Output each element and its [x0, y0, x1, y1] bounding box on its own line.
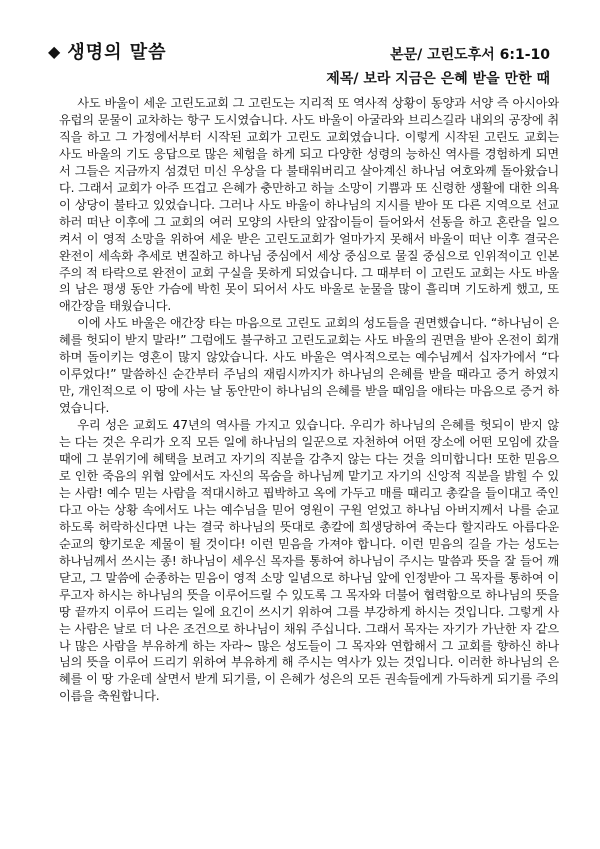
section-title — [48, 38, 167, 64]
section-title-text: 생명의 말씀 — [67, 42, 167, 63]
scripture-reference: 본문/ 고린도후서 6:1-10 — [390, 47, 550, 63]
paragraph: 사도 바울이 세운 고린도교회 그 고린도는 지리적 또 역사적 상황이 동양과 서양 즉 아시아와 유럽의 문물이 교차하는 항구 도시였습니다. 사도 바울이 아굴라와 브리스길라 내외의 공장에 취직을 하고 그 가정에서부터 시작된 교회가 고린도 교회였습니다. 이렇게 시작된 고린도 교회는 사도 바울의 기도 응답으로 많은 체험을 하게 되고 다양한 성령의 능하신 역사를 경험하게 되면서 그들은 지금까지 섬겼던 미신 우상을 다 불태워버리고 살아계신 하나님 여호와께 돌아왔습니다. 그래서 교회가 아주 뜨겁고 은혜가 충만하고 하늘 소망이 기쁨과 또 신령한 생활에 대한 의욕이 상당이 불타고 있었습니다. 그러나 사도 바울이 하나님의 지시를 받아 또 다른 지역으로 선교하러 떠난 이후에 그 교회의 여러 모양의 사탄의 앞잡이들이 들어와서 선동을 하고 혼란을 일으켜서 이 영적 소망을 위하여 세운 받은 고린도교회가 얼마가지 못해서 바울이 떠난 이후 결국은 완전이 세속화 추세로 변질하고 하나님 중심에서 세상 중심으로 물질 중심으로 인위적이고 인본주의 적 타락으로 완전이 교회 구실을 못하게 되었습니다. 그 때부터 이 고린도 교회는 사도 바울의 남은 평생 동안 가슴에 박힌 못이 되어서 사도 바울로 눈물을 많이 흘리며 기도하게 했고, 또 애간장을 태웠습니다. — [59, 96, 559, 314]
diamond-icon: ◆ — [48, 41, 62, 61]
paragraph: 우리 성은 교회도 47년의 역사를 가지고 있습니다. 우리가 하나님의 은혜를 헛되이 받지 않는 다는 것은 우리가 오직 모든 일에 하나님의 일꾼으로 자천하여 어떤 장소에 어떤 모임에 갔을 때에 그 분위기에 혜택을 보려고 자기의 직분을 감추지 않는 다는 것을 의미합니다! 또한 믿음으로 인한 죽음의 위협 앞에서도 자신의 목숨을 하나님께 맡기고 자기의 신앙적 직분을 밝힐 수 있는 사람! 예수 믿는 사람을 적대시하고 핍박하고 옥에 가두고 매를 때리고 총칼을 들이대고 죽인다고 아는 상황 속에서도 나는 예수님을 믿어 영원이 구원 얻었고 하나님 아버지께서 나를 순교하도록 허락하신다면 나는 결국 하나님의 뜻대로 총칼에 희생당하여 죽는다 할지라도 아름다운 순교의 향기로운 제물이 될 것이다! 이런 믿음을 가져야 합니다. 이런 믿음의 길을 가는 성도는 하나님께서 쓰시는 종! 하나님이 세우신 목자를 통하여 하나님이 주시는 말씀과 뜻을 잘 들어 깨닫고, 그 말씀에 순종하는 믿음이 영적 소망 일념으로 하나님 앞에 인정받아 그 목자를 통하여 이루고자 하시는 하나님의 뜻을 이루어드릴 수 있도록 그 목자와 더불어 협력함으로 하나님의 뜻을 땅 끝까지 이루어 드리는 일에 요긴이 쓰시기 위하여 그를 부강하게 하시는 것입니다. 그렇게 사는 사람은 날로 더 나은 조건으로 하나님이 채워 주십니다. 그래서 목자는 자기가 가난한 자 같으나 많은 사람을 부유하게 하는 자라~ 많은 성도들이 그 목자와 연합해서 그 교회를 향하신 하나님의 뜻을 이루어 드리기 위하여 부유하게 해 주시는 역사가 있는 것입니다. 이러한 하나님의 은혜를 이 땅 가운데 살면서 받게 되기를, 이 은혜가 성은의 모든 권속들에게 가득하게 되기를 주의 이름을 축원합니다. — [59, 418, 559, 704]
sermon-title: 제목/ 보라 지금은 은혜 받을 만한 때 — [326, 71, 550, 87]
paragraph: 이에 사도 바울은 애간장 타는 마음으로 고린도 교회의 성도들을 권면했습니다. “하나님이 은혜를 헛되이 받지 말라!” 그럼에도 불구하고 고린도교회는 사도 바울의 권면을 받아 온전이 회개하며 돌이키는 영혼이 많지 않았습니다. 사도 바울은 역사적으로는 예수님께서 십자가에서 “다 이루었다!” 말씀하신 순간부터 주님의 재림시까지가 하나님의 은혜를 받을 때라고 증거 하였지만, 개인적으로 이 땅에 사는 날 동안만이 하나님의 은혜를 받을 때임을 애타는 마음으로 증거 하였습니다. — [59, 316, 559, 416]
page-header — [48, 38, 558, 88]
sermon-body — [59, 95, 559, 705]
